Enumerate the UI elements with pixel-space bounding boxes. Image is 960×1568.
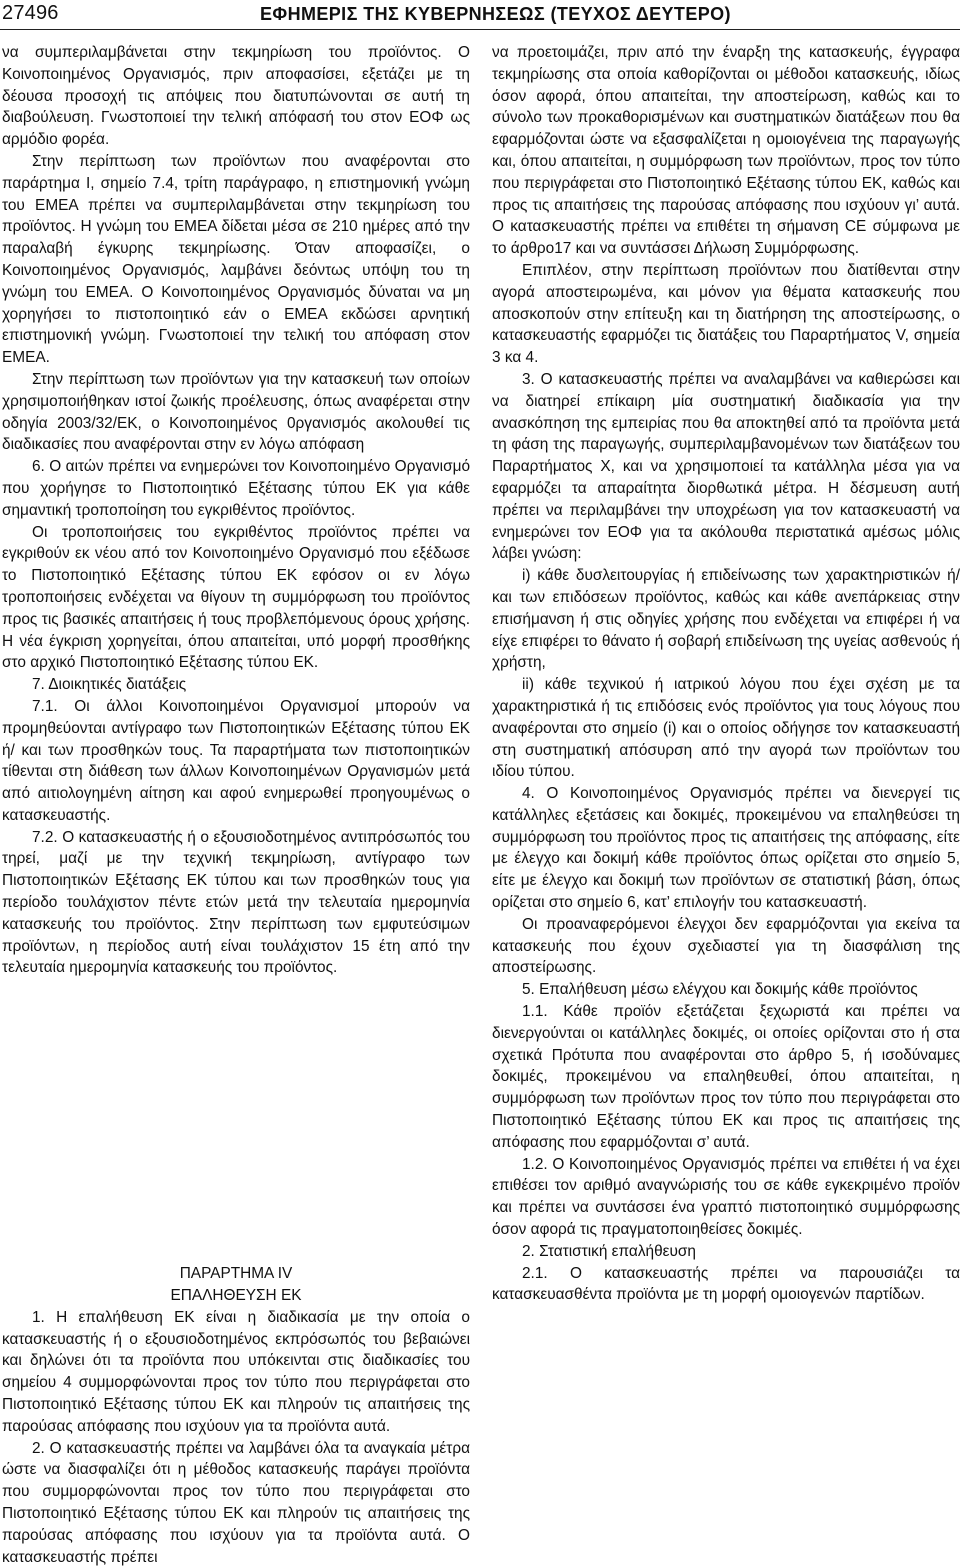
paragraph: 7.2. Ο κατασκευαστής ή ο εξουσιοδοτημένος αντιπρόσωπός του τηρεί, μαζί με την τεχνική τεκμηρίωση, αντίγραφο των Πιστοποιητικών Εξέτασης ΕΚ τύπου και των προσθηκών τους για περίοδο τουλάχιστον πέντε ετών μετά την τελευταία ημερομηνία κατασκευής του προϊόντος. Στην περίπτωση των εμφυτεύσιμων προϊόντων, η περίοδος αυτή είναι τουλάχιστον 15 έτη από την τελευταία ημερομηνία κατασκευής του προϊόντος. [2,828,470,977]
page-header [0,0,960,28]
paragraph: 3. Ο κατασκευαστής πρέπει να αναλαμβάνει να καθιερώσει και να διατηρεί επίκαιρη μία συστηματική διαδικασία για την ανασκόπηση της εμπειρίας που θα αποκτηθεί από τα προϊόντα μετά τη φάση της παραγωγής, συμπεριλαμβανομένων των διατάξεων του Παραρτήματος Χ, και να χρησιμοποιεί τα κατάλληλα μέσα για να εφαρμόζει τα απαραίτητα διορθωτικά μέτρα. Η δέσμευση αυτή πρέπει να περιλαμβάνει την υποχρέωση για τον κατασκευαστή να ενημερώνει τον ΕΟΦ για τα ακόλουθα περιστατικά αμέσως μόλις λάβει γνώση: [492,370,960,563]
paragraph: Στην περίπτωση των προϊόντων που αναφέρονται στο παράρτημα Ι, σημείο 7.4, τρίτη παράγραφο, η επιστημονική γνώμη του ΕΜΕΑ πρέπει να συμπεριλαμβάνεται στην τεκμηρίωση του προϊόντος. Η γνώμη του ΕΜΕΑ δίδεται μέσα σε 210 ημέρες από την παραλαβή έγκυρης τεκμηρίωσης. Όταν αποφασίζει, ο Κοινοποιημένος Οργανισμός, λαμβάνει δεόντως υπόψη του τη γνώμη του ΕΜΕΑ. Ο Κοινοποιημένος Οργανισμός δύναται να μη χορηγήσει το πιστοποιητικό εάν ο ΕΜΕΑ εκδώσει αρνητική επιστημονική γνώμη. Γνωστοποιεί την τελική του απόφαση στον ΕΜΕΑ. [2,152,470,367]
paragraph: 2.1. Ο κατασκευαστής πρέπει να παρουσιάζει τα κατασκευασθέντα προϊόντα με τη μορφή ομοιογενών παρτίδων. [492,1264,960,1304]
header-rule [0,29,960,30]
paragraph: 1.1. Κάθε προϊόν εξετάζεται ξεχωριστά και πρέπει να διενεργούνται οι κατάλληλες δοκιμές, οι οποίες ορίζονται στο ή στα σχετικά Πρότυπα που αναφέρονται στο άρθρο 5, ή ισοδύναμες δοκιμές, προκειμένου να επαληθευθεί, όπου απαιτείται, η συμμόρφωση των προϊόντων προς τον τύπο που περιγράφεται στο Πιστοποιητικό Εξέτασης τύπου ΕΚ και προς τις απαιτήσεις της απόφασης που εφαρμόζονται σ’ αυτά. [492,1003,960,1151]
paragraph: Οι τροποποιήσεις του εγκριθέντος προϊόντος πρέπει να εγκριθούν εκ νέου από τον Κοινοποιημένο Οργανισμό που εξέδωσε το Πιστοποιητικό Εξέτασης τύπου ΕΚ εφόσον οι εν λόγω τροποποιήσεις ενδέχεται να θίγουν τη συμμόρφωση του προϊόντος προς τις βασικές απαιτήσεις ή τους προβλεπόμενους όρους χρήσης. Η νέα έγκριση χορηγείται, όπου απαιτείται, υπό μορφή προσθήκης στο αρχικό Πιστοποιητικό Εξέτασης τύπου ΕΚ. [2,523,470,672]
right-column [492,42,960,1306]
paragraph: 1.2. Ο Κοινοποιημένος Οργανισμός πρέπει να επιθέτει ή να έχει επιθέσει τον αριθμό αναγνώρισής του σε κάθε εγκεκριμένο προϊόν και πρέπει να συντάσσει ένα γραπτό πιστοποιητικό συμμόρφωσης όσον αφορά τις πραγματοποιηθείσες δοκιμές. [492,1155,960,1239]
section-heading: 2. Στατιστική επαλήθευση [522,1242,696,1260]
gazette-title: ΕΦΗΜΕΡΙΣ ΤΗΣ ΚΥΒΕΡΝΗΣΕΩΣ (ΤΕΥΧΟΣ ΔΕΥΤΕΡΟ) [260,4,731,24]
left-column [2,42,470,1568]
paragraph: 7.1. Οι άλλοι Κοινοποιημένοι Οργανισμοί μπορούν να προμηθεύονται αντίγραφο των Πιστοποιητικών Εξέτασης τύπου ΕΚ ή/ και των προσθηκών τους. Τα παραρτήματα των πιστοποιητικών τίθενται στη διάθεση των άλλων Κοινοποιημένων Οργανισμών μετά από αιτιολογημένη αίτηση και αφού ενημερωθεί προηγουμένως ο κατασκευαστής. [2,697,470,824]
paragraph: 1. Η επαλήθευση ΕΚ είναι η διαδικασία με την οποία ο κατασκευαστής ή ο εξουσιοδοτημένος εκπρόσωπός του βεβαιώνει και δηλώνει ότι τα προϊόντα που υπόκεινται στις διαδικασίες του σημείου 4 συμμορφώνονται προς τον τύπο που περιγράφεται στο Πιστοποιητικό Εξέτασης τύπου ΕΚ και πληρούν τις απαιτήσεις της παρούσας απόφασης που ισχύουν για τα προϊόντα αυτά. [2,1308,470,1435]
annex-subtitle: ΕΠΑΛΗΘΕΥΣΗ ΕΚ [170,1287,302,1305]
page-number: 27496 [2,2,59,24]
list-item: i) κάθε δυσλειτουργίας ή επιδείνωσης των χαρακτηριστικών ή/και των επιδόσεων προϊόντος, καθώς και κάθε ανεπάρκειας στην επισήμανση ή στις οδηγίες χρήσης που ενδέχεται να επιφέρει ή να είχε επιφέρει το θάνατο ή σοβαρή επιδείνωση της υγείας ασθενούς ή χρήστη, [492,567,960,672]
section-heading: 5. Επαλήθευση μέσω ελέγχου και δοκιμής κάθε προϊόντος [522,981,918,999]
paragraph: Στην περίπτωση των προϊόντων για την κατασκευή των οποίων χρησιμοποιήθηκαν ιστοί ζωικής προέλευσης, όπως αναφέρεται στην οδηγία 2003/32/ΕΚ, ο Κοινοποιημένος 0ργανισμός ακολουθεί τις διαδικασίες που αναφέρονται στην εν λόγω απόφαση [2,370,470,454]
paragraph: 4. Ο Κοινοποιημένος Οργανισμός πρέπει να διενεργεί τις κατάλληλες εξετάσεις και δοκιμές, προκειμένου να επαληθεύσει τη συμμόρφωση του προϊόντος προς τις απαιτήσεις της απόφασης, είτε με έλεγχο και δοκιμή κάθε προϊόντος όπως ορίζεται στο σημείο 5, είτε με έλεγχο και δοκιμή των προϊόντων σε στατιστική βάση, όπως ορίζεται στο σημείο 6, κατ’ επιλογήν του κατασκευαστή. [492,785,960,912]
annex-title: ΠΑΡΑΡΤΗΜΑ IV [179,1265,293,1283]
paragraph: 6. Ο αιτών πρέπει να ενημερώνει τον Κοινοποιημένο Οργανισμό που χορήγησε το Πιστοποιητικό Εξέτασης τύπου ΕΚ για κάθε σημαντική τροποποίηση του εγκριθέντος προϊόντος. [2,458,470,519]
paragraph: να συμπεριλαμβάνεται στην τεκμηρίωση του προϊόντος. Ο Κοινοποιημένος Οργανισμός, πριν αποφασίσει, εξετάζει με τη δέουσα προσοχή τις απόψεις που διατυπώνονται σε αυτή τη διαβούλευση. Γνωστοποιεί την τελική απόφασή του στον ΕΟΦ ως αρμόδιο φορέα. [2,44,470,149]
paragraph: να προετοιμάζει, πριν από την έναρξη της κατασκευής, έγγραφα τεκμηρίωσης στα οποία καθορίζονται οι μέθοδοι κατασκευής, ιδίως όσον αφορά, όπου απαιτείται, την αποστείρωση, καθώς και το σύνολο των προκαθορισμένων και συστηματικών διατάξεων που θα εφαρμόζονται ώστε να εξασφαλίζεται η ομοιογένεια της παραγωγής και, όπου απαιτείται, η συμμόρφωση των προϊόντων, προς τον τύπο που περιγράφεται στο Πιστοποιητικό Εξέτασης τύπου ΕΚ, καθώς και προς τις απαιτήσεις της παρούσας απόφασης που ισχύουν γι’ αυτά. Ο κατασκευαστής πρέπει να επιθέτει τη σήμανση CE σύμφωνα με το άρθρο17 και να συντάσσει Δήλωση Συμμόρφωσης. [492,44,960,258]
spacer [2,979,470,1263]
paragraph: Οι προαναφερόμενοι έλεγχοι δεν εφαρμόζονται για εκείνα τα κατασκευής που έχουν σχεδιαστεί για τη διασφάλιση της αποστείρωσης. [492,915,960,977]
paragraph: 2. Ο κατασκευαστής πρέπει να λαμβάνει όλα τα αναγκαία μέτρα ώστε να διασφαλίζει ότι η μέθοδος κατασκευής παράγει προϊόντα που συμμορφώνονται προς τον τύπο που περιγράφεται στο Πιστοποιητικό Εξέτασης τύπου ΕΚ και πληρούν τις απαιτήσεις της παρούσας απόφασης που ισχύουν για τα προϊόντα αυτά. Ο κατασκευαστής πρέπει [2,1439,470,1566]
section-heading: 7. Διοικητικές διατάξεις [32,676,187,694]
paragraph: Επιπλέον, στην περίπτωση προϊόντων που διατίθενται στην αγορά αποστειρωμένα, και μόνον για θέματα κατασκευής που αποσκοπούν στην επίτευξη και τη διατήρηση της αποστείρωσης, ο κατασκευαστής εφαρμόζει τις διατάξεις του Παραρτήματος V, σημεία 3 κα 4. [492,261,960,367]
list-item: ii) κάθε τεχνικού ή ιατρικού λόγου που έχει σχέση με τα χαρακτηριστικά ή τις επιδόσεις ενός προϊόντος για τους λόγους που αναφέρονται στο σημείο (i) και ο οποίος οδήγησε τον κατασκευαστή στη συστηματική απόσυρση από την αγορά των προϊόντων του ιδίου τύπου. [492,676,960,781]
